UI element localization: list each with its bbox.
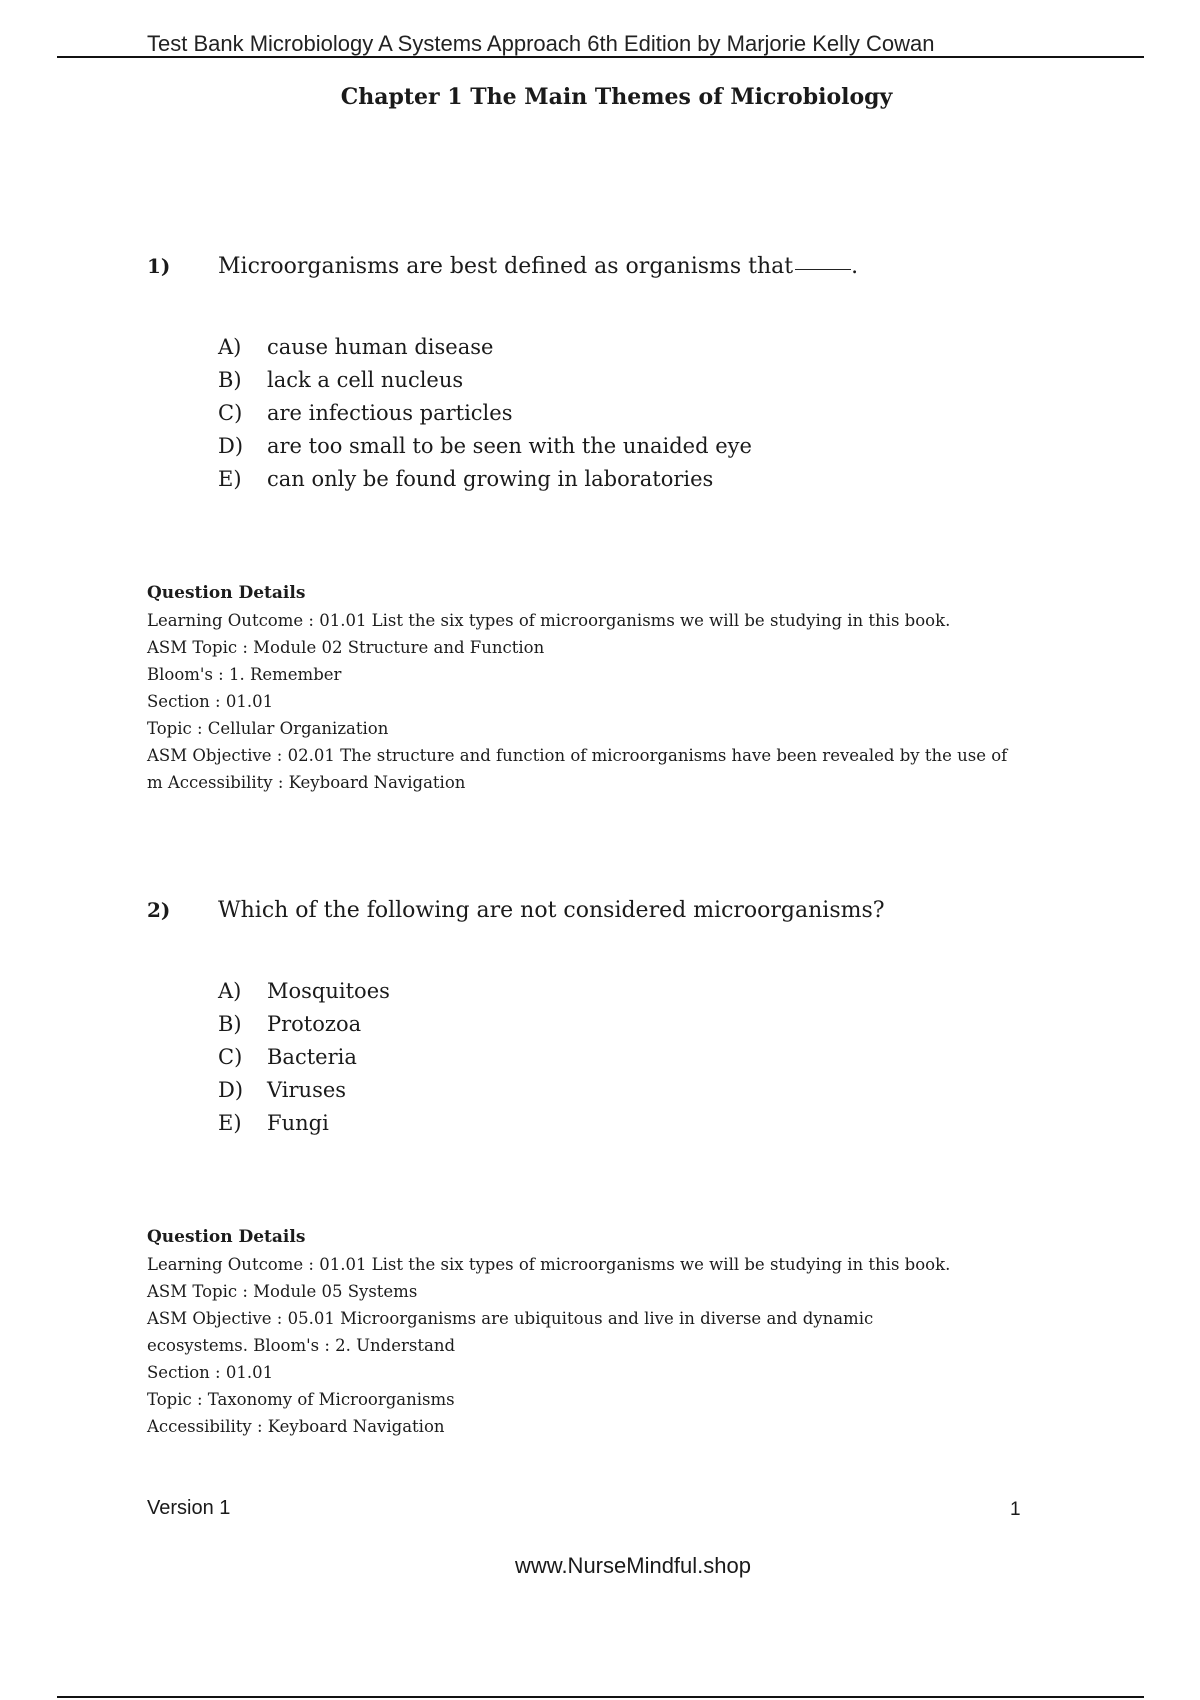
question-2-details	[147, 1224, 1047, 1440]
option-letter: D)	[218, 1078, 244, 1102]
option-letter: A)	[218, 979, 242, 1003]
question-number: 1)	[147, 254, 171, 278]
answer-option	[218, 463, 1047, 496]
details-line: Accessibility : Keyboard Navigation	[147, 1417, 445, 1436]
answer-option	[218, 1107, 1047, 1140]
details-line: m Accessibility : Keyboard Navigation	[147, 773, 466, 792]
option-letter: C)	[218, 1045, 243, 1069]
question-text: Which of the following are not considered microorganisms?	[218, 898, 885, 923]
details-line: Topic : Taxonomy of Microorganisms	[147, 1390, 455, 1409]
details-line: Learning Outcome : 01.01 List the six types of microorganisms we will be studying in this book.	[147, 611, 951, 630]
answer-options	[218, 975, 1047, 1140]
option-text: cause human disease	[267, 335, 494, 359]
option-letter: E)	[218, 1111, 242, 1135]
option-letter: B)	[218, 1012, 242, 1036]
footer-page-number: 1	[1010, 1499, 1021, 1520]
answer-option	[218, 364, 1047, 397]
footer-version: Version 1	[147, 1497, 231, 1519]
answer-option	[218, 1041, 1047, 1074]
question-text	[218, 254, 858, 279]
question-2	[147, 898, 1047, 1140]
question-1-stem	[147, 254, 1047, 279]
footer-website-link[interactable]: www.NurseMindful.shop	[515, 1553, 751, 1578]
option-text: can only be found growing in laboratories	[267, 467, 714, 491]
option-letter: B)	[218, 368, 242, 392]
details-line: ecosystems. Bloom's : 2. Understand	[147, 1336, 456, 1355]
details-line: ASM Objective : 02.01 The structure and function of microorganisms have been revealed by the use of	[147, 746, 1008, 765]
answer-option	[218, 975, 1047, 1008]
option-letter: E)	[218, 467, 242, 491]
answer-option	[218, 1008, 1047, 1041]
option-text: Fungi	[267, 1111, 329, 1135]
answer-option	[218, 331, 1047, 364]
details-line: ASM Topic : Module 05 Systems	[147, 1282, 418, 1301]
option-letter: C)	[218, 401, 243, 425]
option-text: lack a cell nucleus	[267, 368, 464, 392]
question-2-stem	[147, 898, 1047, 923]
footer-rule	[57, 1696, 1144, 1698]
option-text: are infectious particles	[267, 401, 513, 425]
option-text: Bacteria	[267, 1045, 357, 1069]
question-number: 2)	[147, 898, 171, 922]
header-rule	[57, 56, 1144, 58]
option-letter: D)	[218, 434, 244, 458]
question-1	[147, 254, 1047, 496]
answer-blank	[795, 269, 851, 270]
details-line: Bloom's : 1. Remember	[147, 665, 342, 684]
question-text-body: Microorganisms are best defined as organisms that	[218, 254, 794, 279]
details-line: ASM Topic : Module 02 Structure and Function	[147, 638, 545, 657]
option-text: Mosquitoes	[267, 979, 390, 1003]
question-trailing-punct: .	[851, 254, 859, 279]
chapter-title: Chapter 1 The Main Themes of Microbiology	[340, 84, 893, 110]
option-text: Protozoa	[267, 1012, 362, 1036]
details-line: Learning Outcome : 01.01 List the six types of microorganisms we will be studying in this book.	[147, 1255, 951, 1274]
answer-option	[218, 397, 1047, 430]
question-1-details	[147, 580, 1047, 796]
answer-option	[218, 1074, 1047, 1107]
details-line: Topic : Cellular Organization	[147, 719, 389, 738]
details-heading: Question Details	[147, 1227, 306, 1247]
details-heading: Question Details	[147, 583, 306, 603]
answer-option	[218, 430, 1047, 463]
details-line: Section : 01.01	[147, 1363, 274, 1382]
details-line: Section : 01.01	[147, 692, 274, 711]
option-text: are too small to be seen with the unaided eye	[267, 434, 752, 458]
document-header-title: Test Bank Microbiology A Systems Approach 6th Edition by Marjorie Kelly Cowan	[147, 31, 935, 56]
answer-options	[218, 331, 1047, 496]
details-line: ASM Objective : 05.01 Microorganisms are ubiquitous and live in diverse and dynamic	[147, 1309, 874, 1328]
option-text: Viruses	[267, 1078, 347, 1102]
option-letter: A)	[218, 335, 242, 359]
